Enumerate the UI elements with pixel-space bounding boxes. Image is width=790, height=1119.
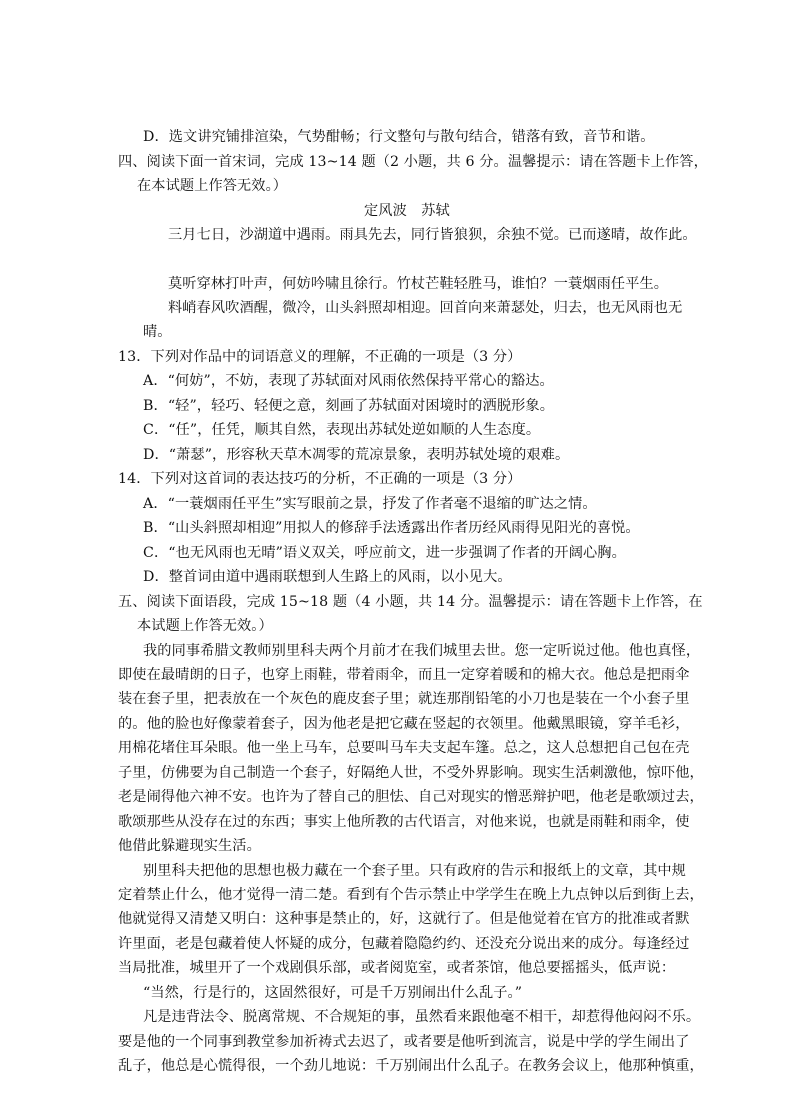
section4-instruction: 四、阅读下面一首宋词，完成 13~14 题（2 小题，共 6 分。温馨提示：请在答题卡上作答， xyxy=(118,154,708,170)
poem-line: 莫听穿林打叶声，何妨吟啸且徐行。竹杖芒鞋轻胜马，谁怕？一蓑烟雨任平生。 xyxy=(168,276,669,292)
passage-line: 当局批准，城里开了一个戏剧俱乐部，或者阅览室，或者茶馆，他总要摇摇头，低声说： xyxy=(118,960,676,976)
q13-option-b: B．“轻”，轻巧、轻便之意，刻画了苏轼面对困境时的洒脱形象。 xyxy=(143,398,554,414)
passage-quote: “当然，行是行的，这固然很好，可是千万别闹出什么乱子。” xyxy=(143,985,523,1001)
poem-preface: 三月七日，沙湖道中遇雨。雨具先去，同行皆狼狈，余独不觉。已而遂晴，故作此。 xyxy=(168,227,697,243)
passage-line: 凡是违背法令、脱离常规、不合规矩的事，虽然看来跟他毫不相干，却惹得他闷闷不乐。 xyxy=(143,1009,701,1025)
passage-line: 别里科夫把他的思想也极力藏在一个套子里。只有政府的告示和报纸上的文章，其中规 xyxy=(143,863,686,879)
passage-line: 的。他的脸也好像蒙着套子，因为他老是把它藏在竖起的衣领里。他戴黑眼镜，穿羊毛衫， xyxy=(118,716,690,732)
section4-instruction-cont: 在本试题上作答无效。） xyxy=(137,178,288,194)
q13-stem: 13．下列对作品中的词语意义的理解，不正确的一项是（3 分） xyxy=(118,349,522,365)
q13-option-d: D．“萧瑟”，形容秋天草木凋零的荒凉景象，表明苏轼处境的艰难。 xyxy=(143,447,570,463)
passage-line: 装在套子里，把表放在一个灰色的鹿皮套子里；就连那削铅笔的小刀也是装在一个小套子里 xyxy=(118,691,690,707)
q13-option-c: C．“任”，任凭，顺其自然，表现出苏轼处逆如顺的人生态度。 xyxy=(143,422,541,438)
q14-option-b: B．“山头斜照却相迎”用拟人的修辞手法透露出作者历经风雨得见阳光的喜悦。 xyxy=(143,520,640,536)
q14-stem: 14．下列对这首词的表达技巧的分析，不正确的一项是（3 分） xyxy=(118,471,522,487)
passage-line: 他就觉得又清楚又明白：这种事是禁止的，好，这就行了。但是他觉着在官方的批准或者默 xyxy=(118,911,690,927)
section5-instruction: 五、阅读下面语段，完成 15~18 题（4 小题，共 14 分。温馨提示：请在答题卡上作答，在 xyxy=(118,594,703,610)
passage-line: 他借此躲避现实生活。 xyxy=(118,838,261,854)
passage-line: 许里面，老是包藏着使人怀疑的成分，包藏着隐隐约约、还没充分说出来的成分。每逢经过 xyxy=(118,936,690,952)
passage-line: 子里，仿佛要为自己制造一个套子，好隔绝人世，不受外界影响。现实生活刺激他，惊吓他， xyxy=(118,765,704,781)
q14-option-c: C．“也无风雨也无晴”语义双关，呼应前文，进一步强调了作者的开阔心胸。 xyxy=(143,545,626,561)
q14-option-a: A．“一蓑烟雨任平生”实写眼前之景，抒发了作者毫不退缩的旷达之情。 xyxy=(143,496,597,512)
passage-line: 要是他的一个同事到教堂参加祈祷式去迟了，或者要是他听到流言，说是中学的学生闹出了 xyxy=(118,1034,690,1050)
passage-line: 用棉花堵住耳朵眼。他一坐上马车，总要叫马车夫支起车篷。总之，这人总想把自己包在壳 xyxy=(118,740,690,756)
passage-line: 即使在最晴朗的日子，也穿上雨鞋，带着雨伞，而且一定穿着暖和的棉大衣。他总是把雨伞 xyxy=(118,667,690,683)
passage-line: 定着禁止什么，他才觉得一清二楚。看到有个告示禁止中学学生在晚上九点钟以后到街上去， xyxy=(118,887,704,903)
passage-line: 乱子，他总是心慌得很，一个劲儿地说：千万别闹出什么乱子。在教务会议上，他那种慎重， xyxy=(118,1058,704,1074)
passage-line: 歌颂那些从没存在过的东西；事实上他所教的古代语言，对他来说，也就是雨鞋和雨伞，使 xyxy=(118,814,690,830)
q14-option-d: D．整首词由道中遇雨联想到人生路上的风雨，以小见大。 xyxy=(143,569,512,585)
poem-title: 定风波 苏轼 xyxy=(364,203,450,219)
poem-line: 晴。 xyxy=(143,324,172,340)
section5-instruction-cont: 本试题上作答无效。） xyxy=(137,618,273,634)
poem-line: 料峭春风吹酒醒，微冷，山头斜照却相迎。回首向来萧瑟处，归去，也无风雨也无 xyxy=(168,300,683,316)
q13-option-a: A．“何妨”，不妨，表现了苏轼面对风雨依然保持平常心的豁达。 xyxy=(143,373,554,389)
q12-option-d: D．选文讲究铺排渲染，气势酣畅；行文整句与散句结合，错落有致，音节和谐。 xyxy=(143,129,655,145)
passage-line: 老是闹得他六神不安。也许为了替自己的胆怯、自己对现实的憎恶辩护吧，他老是歌颂过去， xyxy=(118,789,704,805)
passage-line: 我的同事希腊文教师别里科夫两个月前才在我们城里去世。您一定听说过他。他也真怪， xyxy=(143,643,701,659)
